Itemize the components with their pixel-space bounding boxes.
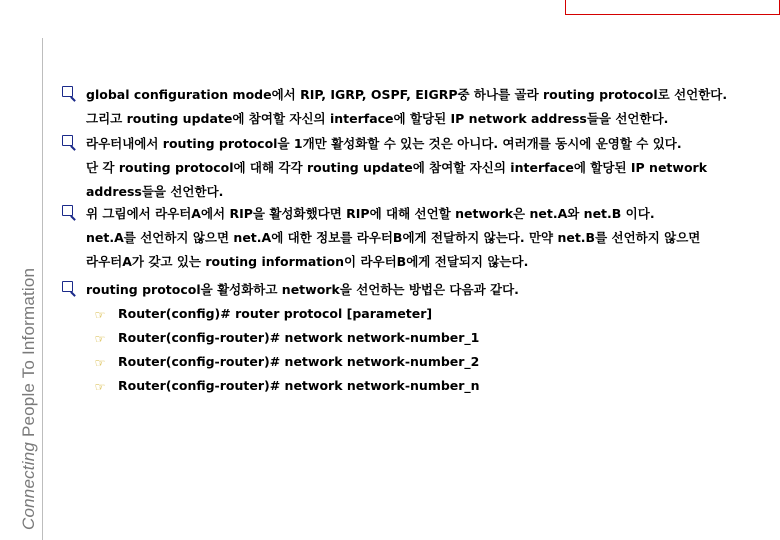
side-label [19, 268, 39, 530]
paragraph-line: 라우터A가 갖고 있는 routing information이 라우터B에게 전달되지 않는다. [86, 254, 529, 269]
checkbox-icon [62, 205, 73, 216]
command-text: Router(config)# router protocol [parameter] [118, 306, 433, 321]
side-label-rest: People To Information [19, 267, 38, 442]
paragraph-line: routing protocol을 활성화하고 network을 선언하는 방법은 다음과 같다. [86, 282, 519, 297]
pointing-hand-icon: ☞ [94, 332, 106, 346]
paragraph-text [86, 83, 766, 131]
paragraph-line: 위 그림에서 라우터A에서 RIP을 활성화했다면 RIP에 대해 선언할 network은 net.A와 net.B 이다. [86, 206, 655, 221]
command-text: Router(config-router)# network network-number_1 [118, 330, 480, 345]
paragraph-text [86, 132, 766, 204]
checkbox-icon [62, 135, 73, 146]
checkbox-icon [62, 86, 73, 97]
vertical-divider [42, 38, 43, 540]
pointing-hand-icon: ☞ [94, 380, 106, 394]
paragraph-2 [62, 132, 766, 204]
pointing-hand-icon: ☞ [94, 356, 106, 370]
paragraph-line: 단 각 routing protocol에 대해 각각 routing update에 참여할 자신의 interface에 할당된 IP network [86, 160, 708, 175]
paragraph-line: address들을 선언한다. [86, 184, 224, 199]
paragraph-4 [62, 278, 766, 302]
command-text: Router(config-router)# network network-number_n [118, 378, 480, 393]
paragraph-text [86, 202, 766, 274]
paragraph-line: net.A를 선언하지 않으면 net.A에 대한 정보를 라우터B에게 전달하지 않는다. 만약 net.B를 선언하지 않으면 [86, 230, 701, 245]
header-box [565, 0, 780, 15]
paragraph-line: 라우터내에서 routing protocol을 1개만 활성화할 수 있는 것은 아니다. 여러개를 동시에 운영할 수 있다. [86, 136, 682, 151]
paragraph-line: 그리고 routing update에 참여할 자신의 interface에 할당된 IP network address들을 선언한다. [86, 111, 669, 126]
paragraph-text [86, 278, 766, 302]
side-label-italic: Connecting [19, 441, 38, 530]
paragraph-1 [62, 83, 766, 131]
checkbox-icon [62, 281, 73, 292]
pointing-hand-icon: ☞ [94, 308, 106, 322]
paragraph-line: global configuration mode에서 RIP, IGRP, OSPF, EIGRP중 하나를 골라 routing protocol로 선언한다. [86, 87, 728, 102]
paragraph-3 [62, 202, 766, 274]
command-text: Router(config-router)# network network-number_2 [118, 354, 480, 369]
